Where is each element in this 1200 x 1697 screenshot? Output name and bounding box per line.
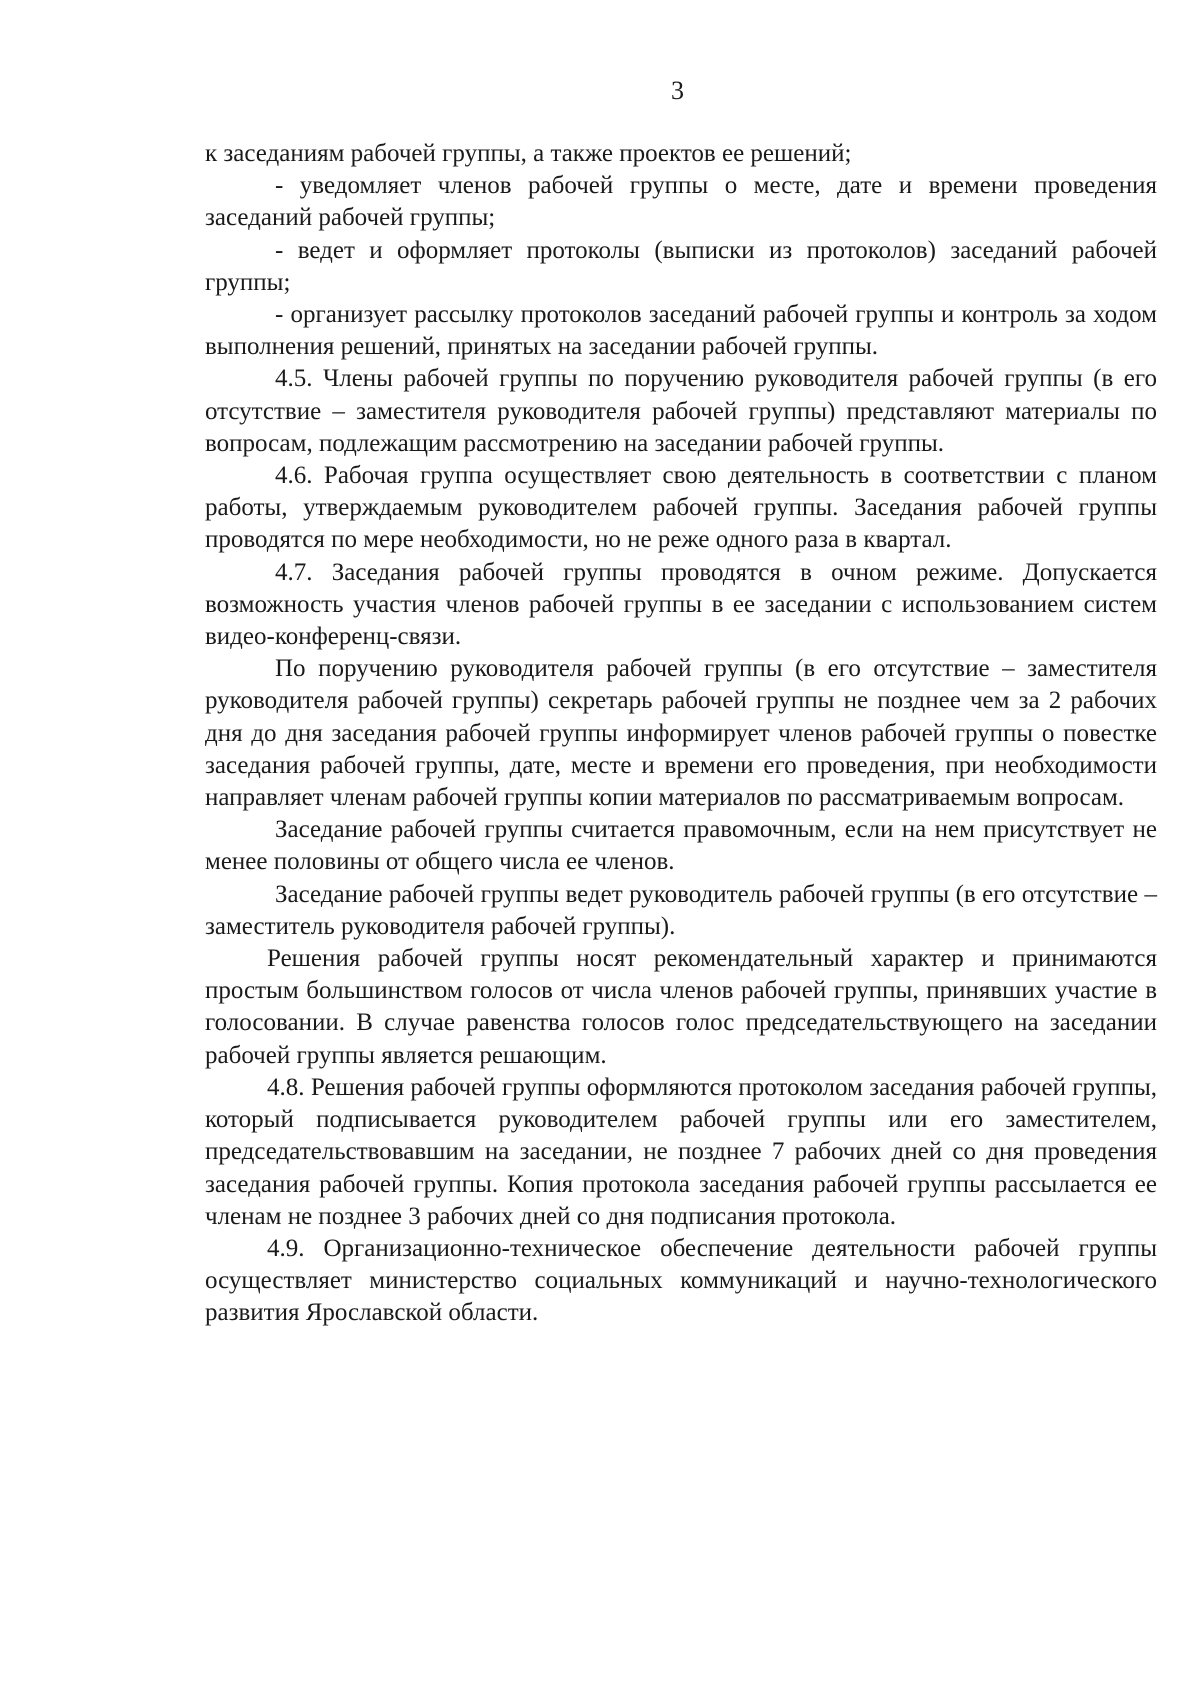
paragraph: к заседаниям рабочей группы, а также проектов ее решений; (205, 140, 852, 167)
paragraph: 4.6. Рабочая группа осуществляет свою деятельность в соответствии с планом работы, утверждаемым руководителем рабочей группы. Заседания рабочей группы проводятся по мере необходимости, но не реже одного раза в квартал. (205, 462, 1157, 554)
paragraph: 4.5. Члены рабочей группы по поручению руководителя рабочей группы (в его отсутствие – заместителя руководителя рабочей группы) представляют материалы по вопросам, подлежащим рассмотрению на заседании рабочей группы. (205, 365, 1157, 457)
paragraph: - ведет и оформляет протоколы (выписки из протоколов) заседаний рабочей группы; (205, 236, 1157, 296)
page-number: 3 (671, 76, 684, 105)
paragraph: 4.8. Решения рабочей группы оформляются протоколом заседания рабочей группы, который подписывается руководителем рабочей группы или его заместителем, председательствовавшим на заседании, не позднее 7 рабочих дней со дня проведения заседания рабочей группы. Копия протокола заседания рабочей группы рассылается ее членам не позднее 3 рабочих дней со дня подписания протокола. (205, 1073, 1157, 1230)
paragraph: 4.9. Организационно-техническое обеспечение деятельности рабочей группы осуществляет министерство социальных коммуникаций и научно-технологического развития Ярославской области. (205, 1234, 1157, 1327)
paragraph: Заседание рабочей группы ведет руководитель рабочей группы (в его отсутствие – заместитель руководителя рабочей группы). (205, 880, 1157, 940)
document-body (205, 138, 1157, 1330)
paragraph: Заседание рабочей группы считается правомочным, если на нем присутствует не менее половины от общего числа ее членов. (205, 816, 1157, 876)
paragraph: - уведомляет членов рабочей группы о месте, дате и времени проведения заседаний рабочей группы; (205, 172, 1157, 232)
paragraph: 4.7. Заседания рабочей группы проводятся в очном режиме. Допускается возможность участия членов рабочей группы в ее заседании с использованием систем видео-конференц-связи. (205, 558, 1157, 651)
paragraph: По поручению руководителя рабочей группы (в его отсутствие – заместителя руководителя рабочей группы) секретарь рабочей группы не позднее чем за 2 рабочих дня до дня заседания рабочей группы информирует членов рабочей группы о повестке заседания рабочей группы, дате, месте и времени его проведения, при необходимости направляет членам рабочей группы копии материалов по рассматриваемым вопросам. (205, 655, 1157, 812)
paragraph: - организует рассылку протоколов заседаний рабочей группы и контроль за ходом выполнения решений, принятых на заседании рабочей группы. (205, 301, 1157, 361)
paragraph: Решения рабочей группы носят рекомендательный характер и принимаются простым большинством голосов от числа членов рабочей группы, принявших участие в голосовании. В случае равенства голосов голос председательствующего на заседании рабочей группы является решающим. (205, 945, 1157, 1069)
